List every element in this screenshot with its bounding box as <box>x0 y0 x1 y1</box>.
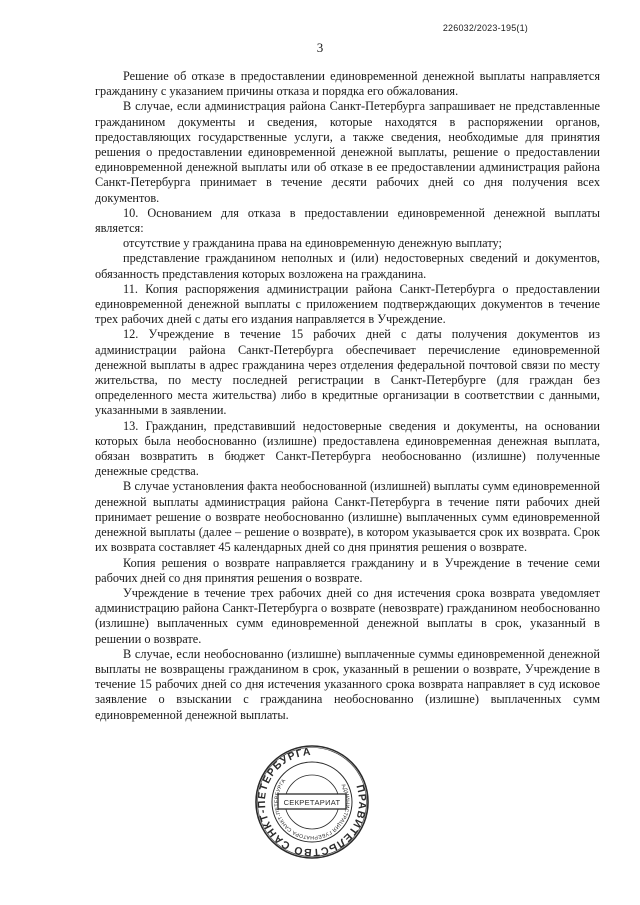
document-registration-number: 226032/2023-195(1) <box>442 23 528 33</box>
paragraph-12-payment-transfer: 12. Учреждение в течение 15 рабочих дней с даты получения документов из администрации района Санкт-Петербурга обеспечивает перечисление единовременной денежной выплаты в адрес гражданина через отделения федеральной почтовой связи по месту жительства, по месту последней регистрации в Санкт-Петербурге (для граждан без определенного места жительства) либо в кредитные организации в соответствии с данными, указанными в заявлении. <box>95 327 600 418</box>
paragraph-return-notification: Учреждение в течение трех рабочих дней со дня истечения срока возврата уведомляет администрацию района Санкт-Петербурга о возврате (невозврате) гражданином необоснованно (излишне) выплаченных сумм единовременной денежной выплаты в срок, указанный в решении о возврате. <box>95 585 600 646</box>
paragraph-decision-copy: Копия решения о возврате направляется гражданину и в Учреждение в течение семи рабочих дней со дня принятия решения о возврате. <box>95 555 600 585</box>
paragraph-refusal-notice: Решение об отказе в предоставлении единовременной денежной выплаты направляется гражданину с указанием причины отказа и порядка его обжалования. <box>95 69 600 99</box>
paragraph-13-refund-obligation: 13. Гражданин, представивший недостоверные сведения и документы, на основании которых была необоснованно (излишне) предоставлена единовременная денежная выплата, обязан возвратить в бюджет Санкт-Петербурга необоснованно (излишне) полученные денежные средства. <box>95 418 600 479</box>
document-body <box>95 69 600 723</box>
paragraph-court-claim: В случае, если необоснованно (излишне) выплаченные суммы единовременной денежной выплаты не возвращены гражданином в срок, указанный в решении о возврате, Учреждение в течение 15 рабочих дней со дня истечения указанного срока возврата направляет в суд исковое заявление о взыскании с гражданина необоснованно (излишне) выплаченных сумм единовременной денежной выплаты. <box>95 646 600 722</box>
paragraph-incomplete-documents: представление гражданином неполных и (или) недостоверных сведений и документов, обязанность представления которых возложена на гражданина. <box>95 251 600 281</box>
official-seal-stamp <box>254 744 370 860</box>
seal-center-text: СЕКРЕТАРИАТ <box>283 798 341 807</box>
seal-icon <box>254 744 370 860</box>
seal-inner-text: АДМИНИСТРАЦИЯ ГУБЕРНАТОРА САНКТ-ПЕТЕРБУРГА <box>273 778 351 841</box>
paragraph-10-refusal-grounds: 10. Основанием для отказа в предоставлении единовременной денежной выплаты является: <box>95 205 600 236</box>
paragraph-document-request: В случае, если администрация района Санкт-Петербурга запрашивает не представленные гражданином документы и сведения, которые находятся в распоряжении органов, предоставляющих государственные услуги, а также сведения, необходимые для принятия решения о предоставлении единовременной денежной выплаты, решение о предоставлении единовременной денежной выплаты или об отказе в ее предоставлении администрация района Санкт-Петербурга принимает в течение десяти рабочих дней со дня получения всех документов. <box>95 99 600 205</box>
page-number: 3 <box>316 40 324 55</box>
seal-outer-text: ПРАВИТЕЛЬСТВО САНКТ-ПЕТЕРБУРГА <box>255 745 369 859</box>
paragraph-11-order-copy: 11. Копия распоряжения администрации района Санкт-Петербурга о предоставлении единовременной денежной выплаты с приложением подтверждающих документов в течение трех рабочих дней с даты его издания направляется в Учреждение. <box>95 281 600 327</box>
paragraph-no-right: отсутствие у гражданина права на единовременную денежную выплату; <box>123 236 502 251</box>
paragraph-overpayment-decision: В случае установления факта необоснованной (излишней) выплаты сумм единовременной денежной выплаты администрация района Санкт-Петербурга в течение пяти рабочих дней принимает решение о возврате необоснованно (излишне) выплаченных сумм единовременной денежной выплаты (далее – решение о возврате), в котором указывается срок их возврата. Срок их возврата составляет 45 календарных дней со дня принятия решения о возврате. <box>95 479 600 555</box>
